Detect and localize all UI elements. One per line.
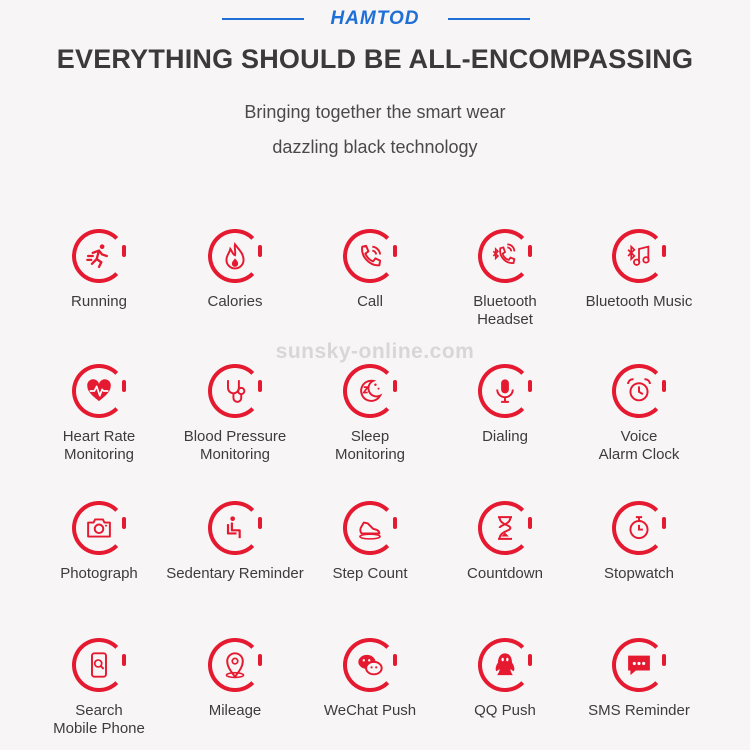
feature-item bbox=[430, 229, 580, 329]
feature-item bbox=[430, 638, 580, 720]
feature-label: Stopwatch bbox=[603, 565, 675, 582]
search-phone-icon bbox=[72, 638, 126, 692]
qq-penguin-icon bbox=[478, 638, 532, 692]
feature-item bbox=[160, 229, 310, 311]
stopwatch-icon bbox=[612, 501, 666, 555]
alarm-clock-icon bbox=[612, 364, 666, 418]
feature-label: Step Count bbox=[332, 565, 408, 582]
feature-item bbox=[295, 638, 445, 720]
feature-label: Blood Pressure Monitoring bbox=[183, 428, 287, 463]
wechat-icon bbox=[343, 638, 397, 692]
feature-item bbox=[295, 364, 445, 464]
feature-item bbox=[24, 501, 174, 583]
feature-item bbox=[295, 229, 445, 311]
feature-item bbox=[24, 638, 174, 738]
bluetooth-phone-icon bbox=[478, 229, 532, 283]
headline: EVERYTHING SHOULD BE ALL-ENCOMPASSING bbox=[56, 44, 694, 74]
brand-logo: HAMTOD bbox=[330, 8, 420, 29]
feature-item bbox=[24, 229, 174, 311]
feature-label: Call bbox=[357, 293, 383, 310]
feature-label: Photograph bbox=[60, 565, 138, 582]
feature-item bbox=[564, 501, 714, 583]
feature-label: Dialing bbox=[482, 428, 528, 445]
feature-label: Bluetooth Music bbox=[585, 293, 693, 310]
feature-label: Bluetooth Headset bbox=[473, 293, 537, 328]
brand-divider-right bbox=[448, 18, 530, 20]
feature-item bbox=[160, 501, 310, 583]
feature-label: Search Mobile Phone bbox=[53, 702, 145, 737]
location-pin-icon bbox=[208, 638, 262, 692]
hourglass-icon bbox=[478, 501, 532, 555]
shoe-icon bbox=[343, 501, 397, 555]
feature-item bbox=[564, 364, 714, 464]
brand-header bbox=[0, 8, 750, 30]
feature-item bbox=[430, 501, 580, 583]
heart-rate-icon bbox=[72, 364, 126, 418]
watermark: sunsky-online.com bbox=[275, 340, 475, 363]
feature-item bbox=[160, 638, 310, 720]
feature-label: SMS Reminder bbox=[588, 702, 690, 719]
subtitle-line-2: dazzling black technology bbox=[272, 137, 478, 157]
feature-label: Sleep Monitoring bbox=[334, 428, 406, 463]
feature-label: QQ Push bbox=[474, 702, 536, 719]
bluetooth-music-icon bbox=[612, 229, 666, 283]
feature-item bbox=[564, 229, 714, 311]
feature-label: Running bbox=[71, 293, 127, 310]
moon-stars-icon bbox=[343, 364, 397, 418]
feature-item bbox=[430, 364, 580, 446]
feature-label: Countdown bbox=[467, 565, 543, 582]
feature-label: Calories bbox=[207, 293, 263, 310]
feature-label: Mileage bbox=[208, 702, 262, 719]
microphone-icon bbox=[478, 364, 532, 418]
feature-item bbox=[160, 364, 310, 464]
sms-message-icon bbox=[612, 638, 666, 692]
flame-icon bbox=[208, 229, 262, 283]
feature-item bbox=[564, 638, 714, 720]
stethoscope-icon bbox=[208, 364, 262, 418]
subtitle-line-1: Bringing together the smart wear bbox=[244, 102, 506, 122]
phone-call-icon bbox=[343, 229, 397, 283]
camera-icon bbox=[72, 501, 126, 555]
feature-item bbox=[24, 364, 174, 464]
sitting-person-icon bbox=[208, 501, 262, 555]
feature-label: Sedentary Reminder bbox=[166, 565, 304, 582]
feature-label: Heart Rate Monitoring bbox=[62, 428, 136, 463]
feature-label: WeChat Push bbox=[323, 702, 417, 719]
feature-item bbox=[295, 501, 445, 583]
feature-label: Voice Alarm Clock bbox=[598, 428, 680, 463]
running-icon bbox=[72, 229, 126, 283]
